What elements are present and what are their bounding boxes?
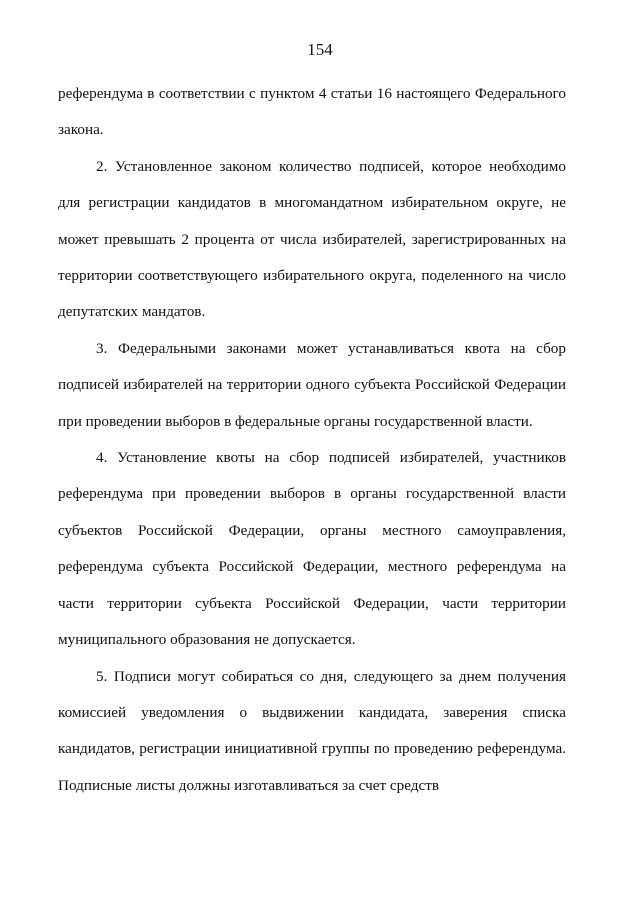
- page-number: 154: [307, 40, 333, 59]
- paragraph-4: 4. Установление квоты на сбор подписей избирателей, участников референдума при проведении выборов в органы государственной власти субъектов Российской Федерации, органы местного самоуправления, референдума субъекта Российской Федерации, местного референдума на части территории субъекта Российской Федерации, части территории муниципального образования не допускается.: [58, 449, 566, 649]
- paragraph-5: 5. Подписи могут собираться со дня, следующего за днем получения комиссией уведомления о выдвижении кандидата, заверения списка кандидатов, регистрации инициативной группы по проведению референдума. Подписные листы должны изготавливаться за счет средств: [58, 667, 566, 794]
- paragraph-3: 3. Федеральными законами может устанавливаться квота на сбор подписей избирателей на территории одного субъекта Российской Федерации при проведении выборов в федеральные органы государственной власти.: [58, 339, 566, 430]
- document-body: [58, 76, 566, 804]
- paragraph-2: 2. Установленное законом количество подписей, которое необходимо для регистрации кандидатов в многомандатном избирательном округе, не может превышать 2 процента от числа избирателей, зарегистрированных на территории соответствующего избирательного округа, поделенного на число депутатских мандатов.: [58, 157, 566, 321]
- paragraph-continuation: референдума в соответствии с пунктом 4 статьи 16 настоящего Федерального закона.: [58, 85, 566, 139]
